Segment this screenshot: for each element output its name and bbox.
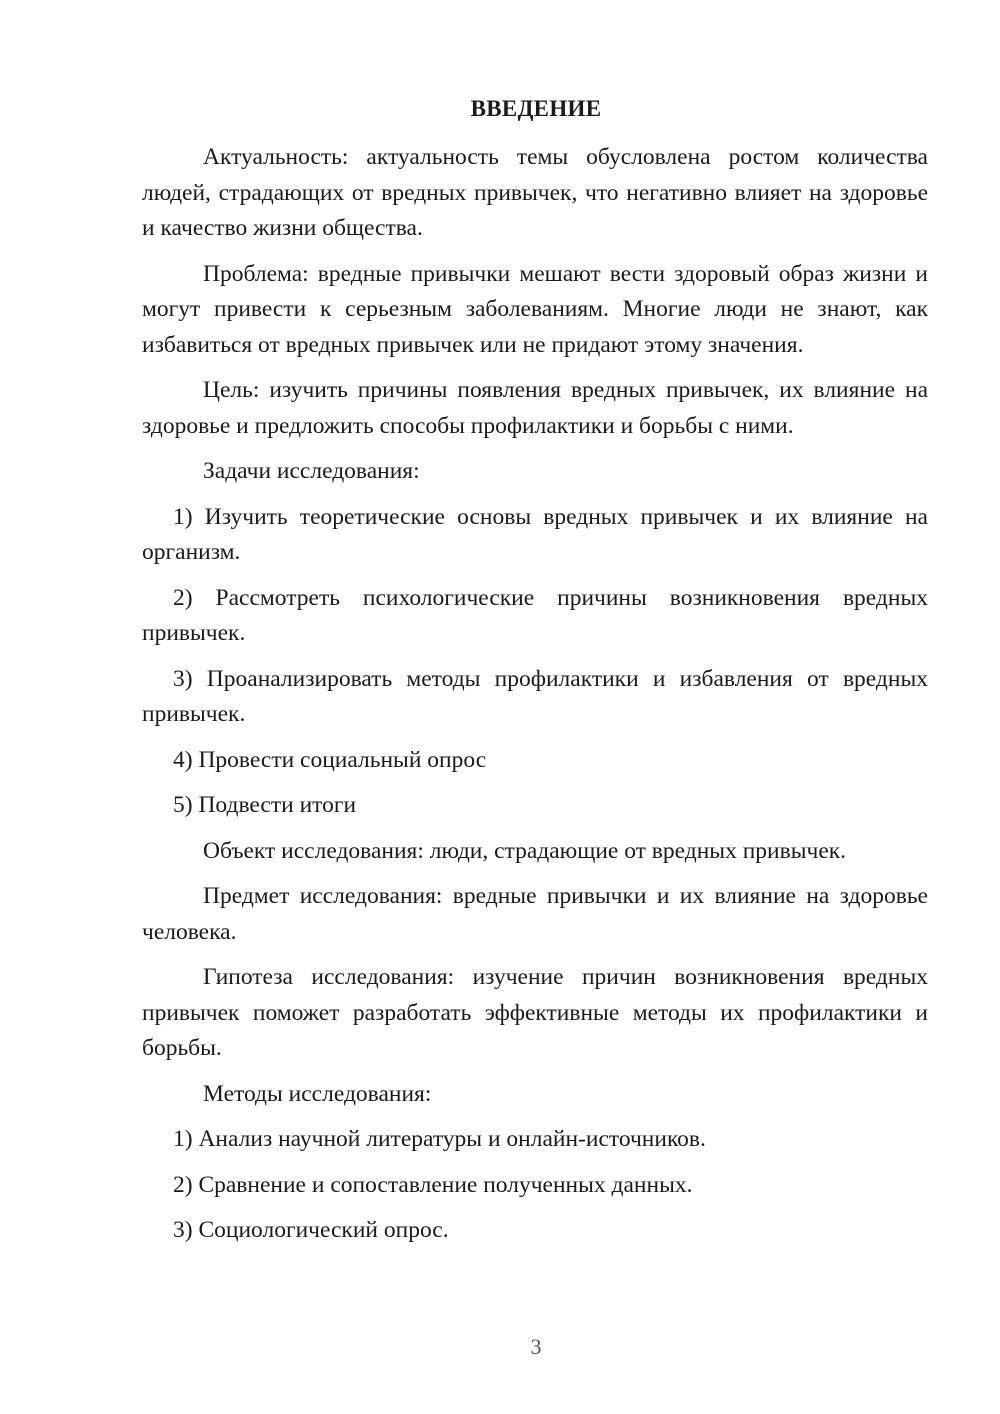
methods-heading: Методы исследования: xyxy=(203,1080,432,1107)
section-title: ВВЕДЕНИЕ xyxy=(470,96,602,121)
document-body xyxy=(142,140,928,1259)
paragraph-object: Объект исследования: люди, страдающие от вредных привычек. xyxy=(203,837,847,864)
task-item-4: 4) Провести социальный опрос xyxy=(173,746,487,773)
task-item-3: 3) Проанализировать методы профилактики и избавления от вредных привычек. xyxy=(142,665,928,727)
method-item-2: 2) Сравнение и сопоставление полученных данных. xyxy=(173,1171,693,1198)
paragraph-goal: Цель: изучить причины появления вредных привычек, их влияние на здоровье и предложить способы профилактики и борьбы с ними. xyxy=(142,377,928,439)
paragraph-relevance: Актуальность: актуальность темы обусловлена ростом количества людей, страдающих от вредных привычек, что негативно влияет на здоровье и качество жизни общества. xyxy=(142,144,928,241)
method-item-1: 1) Анализ научной литературы и онлайн-источников. xyxy=(173,1126,706,1152)
task-item-2: 2) Рассмотреть психологические причины возникновения вредных привычек. xyxy=(142,584,928,646)
paragraph-problem: Проблема: вредные привычки мешают вести здоровый образ жизни и могут привести к серьезным заболеваниям. Многие люди не знают, как избавиться от вредных привычек или не придают этому значения. xyxy=(142,260,928,358)
task-item-1: 1) Изучить теоретические основы вредных привычек и их влияние на организм. xyxy=(142,503,928,565)
tasks-heading: Задачи исследования: xyxy=(203,458,420,484)
method-item-3: 3) Социологический опрос. xyxy=(173,1217,449,1243)
page-number: 3 xyxy=(530,1334,542,1359)
paragraph-hypothesis: Гипотеза исследования: изучение причин возникновения вредных привычек поможет разработать эффективные методы их профилактики и борьбы. xyxy=(142,964,928,1061)
paragraph-subject: Предмет исследования: вредные привычки и их влияние на здоровье человека. xyxy=(142,883,928,945)
task-item-5: 5) Подвести итоги xyxy=(173,792,357,818)
